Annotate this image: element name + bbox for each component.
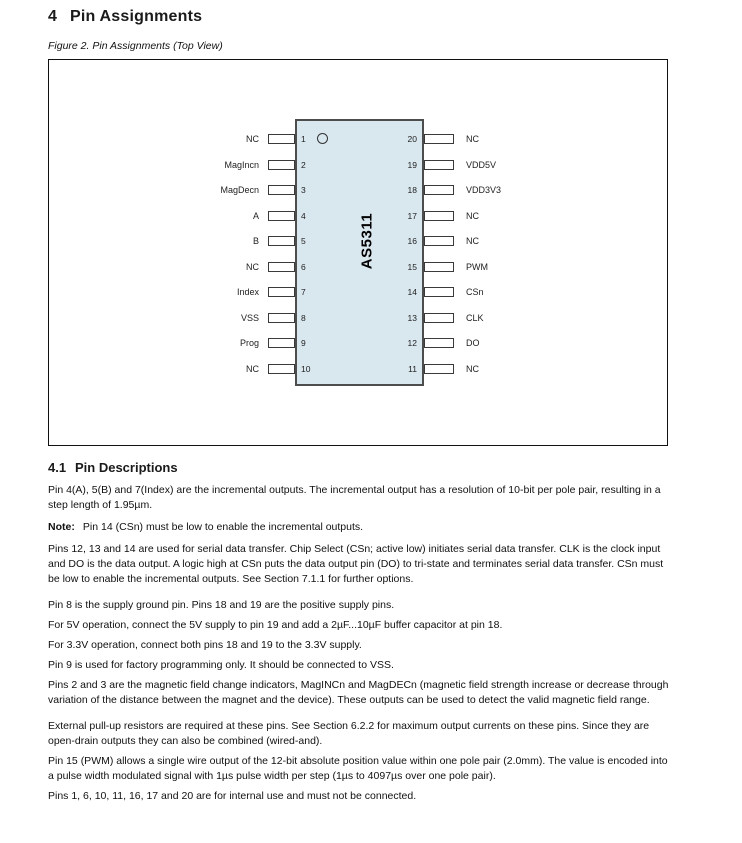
pin-number: 17 (407, 210, 417, 221)
pin-number: 18 (407, 185, 417, 195)
pin-number: 19 (407, 159, 417, 170)
pin-rect (268, 364, 295, 374)
pin-number: 2 (301, 159, 306, 170)
pin-label: MagDecn (220, 185, 259, 195)
pin-label: CLK (466, 312, 484, 323)
pin-number: 11 (408, 363, 417, 374)
pin-descriptions-section (48, 460, 670, 809)
pin-rect (268, 262, 295, 272)
paragraph: Pins 2 and 3 are the magnetic field change indicators, MagINCn and MagDECn (magnetic field strength increase or decrease through variation of the distance between the magnet and the device). These outputs can be used to detect the valid magnetic field range. (48, 679, 669, 706)
pin-rect (424, 185, 454, 195)
pin-number: 12 (407, 338, 417, 348)
note-label: Note: (48, 521, 75, 533)
pin-row (49, 185, 667, 195)
figure-caption: Figure 2. Pin Assignments (Top View) (48, 40, 223, 52)
pin-label: DO (466, 338, 480, 348)
pin-row (49, 236, 667, 246)
pin-rect (424, 134, 454, 144)
pin-number: 13 (407, 312, 417, 323)
paragraph: Pin 8 is the supply ground pin. Pins 18 and 19 are the positive supply pins. (48, 599, 395, 611)
pin-label: NC (466, 134, 479, 144)
pin-number: 16 (407, 236, 417, 246)
pin-rect (268, 287, 295, 297)
note-paragraph (48, 520, 670, 535)
pin-number: 1 (301, 134, 306, 144)
pin-number: 7 (301, 287, 306, 297)
paragraph: Pin 4(A), 5(B) and 7(Index) are the incremental outputs. The incremental output has a resolution of 10-bit per pole pair, resulting in a step length of 1.95µm. (48, 484, 661, 511)
datasheet-page (48, 0, 669, 802)
pin-rect (268, 338, 295, 348)
pin-row (49, 338, 667, 348)
figure-box (48, 59, 668, 446)
section-title-text: Pin Assignments (70, 8, 203, 25)
pin-rect (268, 236, 295, 246)
pin-number: 15 (407, 261, 417, 272)
pin-number: 4 (301, 210, 306, 221)
pin-rect (268, 185, 295, 195)
pin-label: NC (466, 210, 479, 221)
pin-label: NC (466, 236, 479, 246)
pin-number: 3 (301, 185, 306, 195)
pin-row (49, 364, 667, 374)
note-text: Pin 14 (CSn) must be low to enable the incremental outputs. (82, 521, 364, 533)
pin-rect (424, 364, 454, 374)
pin-number: 20 (407, 134, 417, 144)
pin-label: CSn (466, 287, 484, 297)
paragraph: Pins 12, 13 and 14 are used for serial data transfer. Chip Select (CSn; active low) initiates serial data transfer. CLK is the clock input and DO is the data output. A logic high at CSn puts the data output pin (DO) to tri-state and terminates serial data transfer. CSn must be low to enable the incremental outputs. See Section 7.1.1 for further options. (48, 543, 664, 585)
pin-rect (268, 134, 295, 144)
pin-label: NC (246, 261, 259, 272)
pin-rect (424, 262, 454, 272)
pin-number: 5 (301, 236, 306, 246)
chip-part-number: AS5311 (358, 212, 376, 270)
page-title (48, 8, 668, 26)
subsection-title-text: Pin Descriptions (75, 460, 178, 475)
pin-number: 6 (301, 261, 306, 272)
pin-number: 8 (301, 312, 306, 323)
pin-number: 14 (407, 287, 417, 297)
pin-rect (268, 160, 295, 170)
pin-label: VDD3V3 (466, 185, 502, 195)
pin-label: VSS (240, 312, 259, 323)
pin-rect (424, 313, 454, 323)
pin-label: Prog (239, 338, 259, 348)
pin-row (49, 211, 667, 221)
pin-number: 10 (301, 363, 311, 374)
pin-row (49, 262, 667, 272)
pin-label: PWM (466, 261, 488, 272)
paragraph: External pull-up resistors are required at these pins. See Section 6.2.2 for maximum output currents on these pins. Since they are open-drain outputs they can also be combined (wired-and). (48, 720, 650, 747)
pin-label: MagIncn (224, 159, 259, 170)
pin-rect (424, 338, 454, 348)
pin-label: Index (236, 287, 259, 297)
paragraph: For 5V operation, connect the 5V supply to pin 19 and add a 2µF...10µF buffer capacitor at pin 18. (48, 619, 503, 631)
pin-row (49, 160, 667, 170)
paragraph: Pins 1, 6, 10, 11, 16, 17 and 20 are for internal use and must not be connected. (48, 790, 417, 802)
paragraph: Pin 15 (PWM) allows a single wire output of the 12-bit absolute position value within one pole pair (2.0mm). The value is encoded into a pulse width modulated signal with 1µs pulse width per step (1µs to 4097µs over one pole pair). (48, 755, 668, 782)
pin-rect (424, 160, 454, 170)
pin-number: 9 (301, 338, 306, 348)
pin-rect (268, 313, 295, 323)
pin-label: B (252, 236, 259, 246)
pin-label: VDD5V (466, 159, 497, 170)
paragraph: For 3.3V operation, connect both pins 18 and 19 to the 3.3V supply. (48, 639, 362, 651)
pin-label: NC (246, 134, 259, 144)
paragraph: Pin 9 is used for factory programming only. It should be connected to VSS. (48, 659, 394, 671)
pin-row (49, 287, 667, 297)
pin-rect (268, 211, 295, 221)
pin-row (49, 313, 667, 323)
pin-rect (424, 211, 454, 221)
pin-row (49, 134, 667, 144)
section-number: 4 (48, 8, 58, 25)
subsection-number: 4.1 (48, 460, 67, 475)
pin-label: NC (466, 363, 479, 374)
pin-rect (424, 236, 454, 246)
pin-rect (424, 287, 454, 297)
subsection-title (48, 460, 670, 475)
pin-label: A (252, 210, 259, 221)
pin-label: NC (246, 363, 259, 374)
